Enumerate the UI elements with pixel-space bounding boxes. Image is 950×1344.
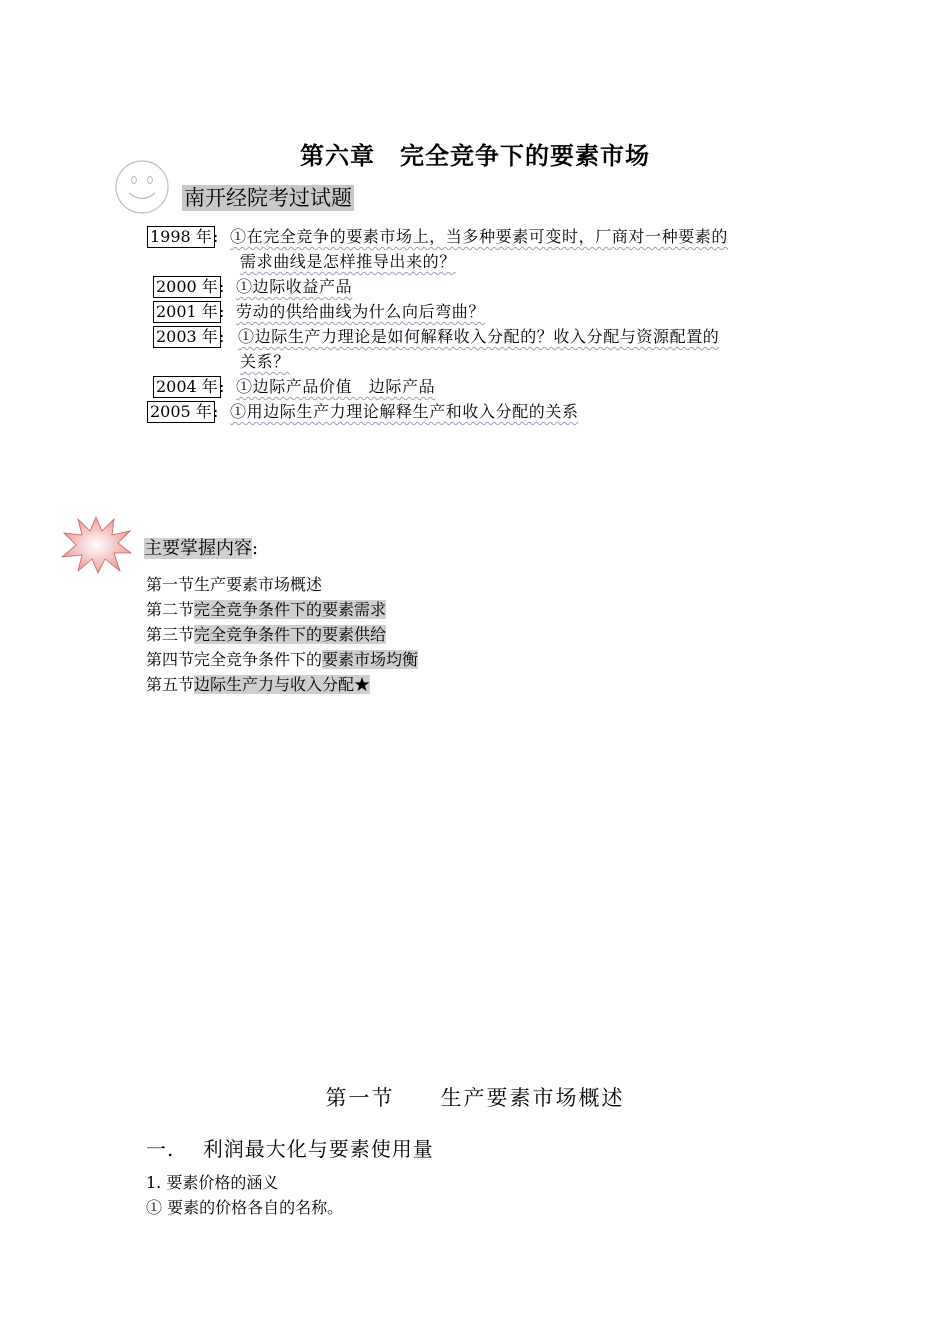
starburst-icon [60, 515, 132, 575]
exam-question: ①边际收益产品 [236, 277, 353, 296]
exam-year: 2001 年 [153, 301, 221, 323]
exam-question: ①边际生产力理论是如何解释收入分配的？收入分配与资源配置的 [238, 327, 720, 346]
exam-question: ①用边际生产力理论解释生产和收入分配的关系 [230, 402, 579, 421]
exam-questions-heading: 南开经院考过试题 [184, 186, 352, 210]
toc-item: 第一节生产要素市场概述 [146, 575, 323, 594]
exam-year: 2000 年 [153, 276, 221, 298]
toc-item: 第三节完全竞争条件下的要素供给 [146, 625, 387, 644]
exam-question: ①在完全竞争的要素市场上，当多种要素可变时，厂商对一种要素的 [230, 227, 729, 246]
main-content-heading-suffix: : [252, 538, 259, 559]
exam-question: 劳动的供给曲线为什么向后弯曲？ [236, 302, 486, 321]
chapter-title: 第六章 完全竞争下的要素市场 [300, 141, 650, 170]
toc-item: 第五节边际生产力与收入分配★ [146, 675, 371, 694]
toc-item: 第四节完全竞争条件下的要素市场均衡 [146, 650, 419, 669]
smiley-face-icon [114, 159, 170, 215]
main-content-heading-text: 主要掌握内容 [144, 538, 252, 559]
paragraph: 1. 要素价格的涵义 [146, 1173, 279, 1192]
section-title: 第一节 生产要素市场概述 [325, 1086, 625, 1110]
exam-year: 1998 年 [147, 226, 215, 248]
exam-question: ①边际产品价值 边际产品 [236, 377, 436, 396]
subsection-title: 一. 利润最大化与要素使用量 [146, 1137, 434, 1161]
exam-year: 2005 年 [147, 401, 215, 423]
paragraph: ① 要素的价格各自的名称。 [146, 1198, 344, 1217]
exam-year: 2003 年 [153, 326, 221, 348]
toc-item: 第二节完全竞争条件下的要素需求 [146, 600, 387, 619]
exam-question-cont: 需求曲线是怎样推导出来的？ [240, 252, 456, 271]
main-content-heading [144, 537, 258, 561]
exam-year: 2004 年 [153, 376, 221, 398]
exam-question-cont: 关系？ [240, 352, 290, 371]
